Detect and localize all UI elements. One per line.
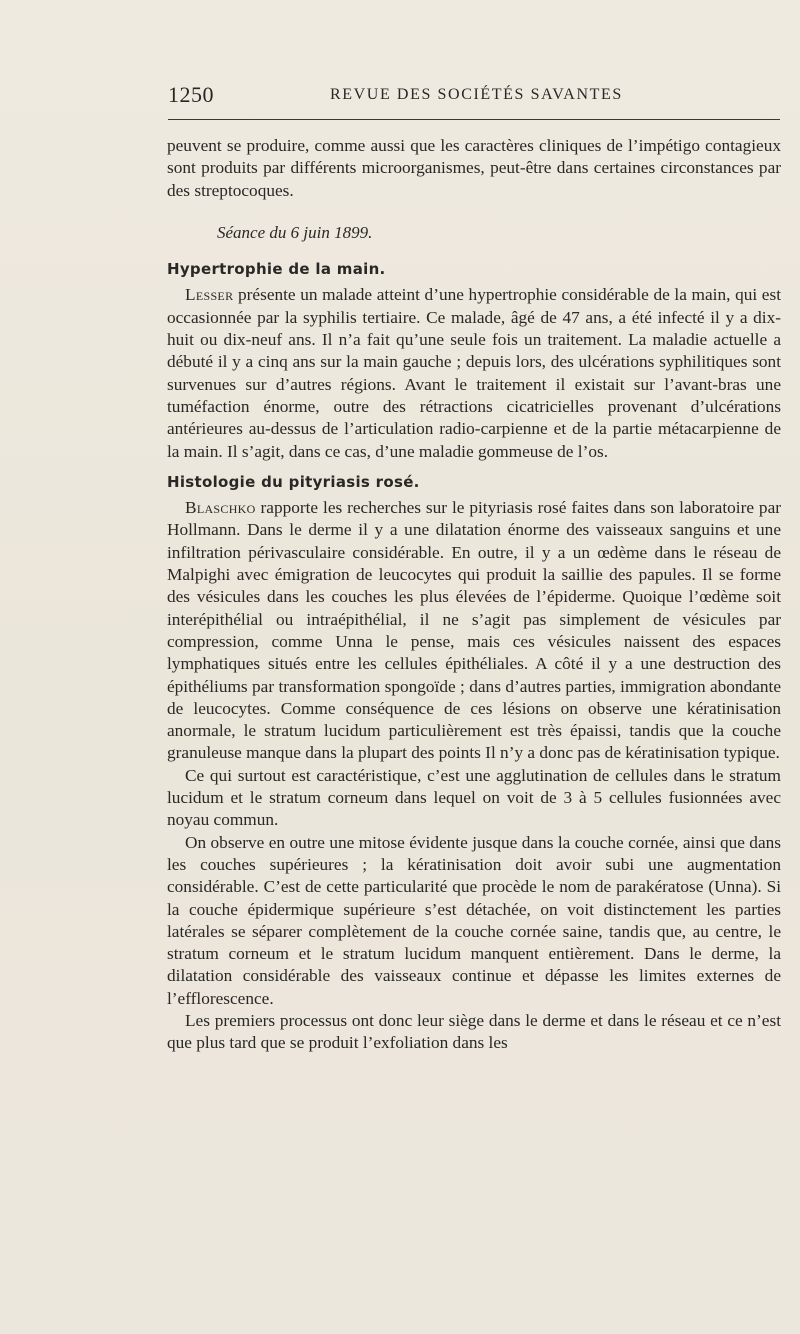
journal-title: REVUE DES SOCIÉTÉS SAVANTES bbox=[330, 86, 623, 103]
section2-paragraph-1 bbox=[167, 497, 781, 765]
paragraph-text: présente un malade atteint d’une hypertrophie considérable de la main, qui est occasionnée par la syphilis tertiaire. Ce malade, âgé de 47 ans, a été infecté il y a dix-huit ou dix-neuf ans. Il n’a fait qu’une seule fois un traitement. La maladie actuelle a débuté il y a cinq ans sur la main gauche ; depuis lors, des ulcérations syphilitiques sont survenues sur d’autres régions. Avant le traitement il existait sur l’avant-bras une tuméfaction énorme, outre des rétractions cicatricielles provenant d’ulcérations antérieures au-dessus de l’articulation radio-carpienne et de la partie métacarpienne de la main. Il s’agit, dans ce cas, d’une maladie gommeuse de l’os. bbox=[167, 285, 781, 461]
author-name: Blaschko bbox=[185, 498, 256, 518]
body-text bbox=[167, 135, 781, 1055]
section1-paragraph bbox=[167, 284, 781, 462]
header-rule bbox=[168, 119, 780, 120]
section2-paragraph-3: On observe en outre une mitose évidente jusque dans la couche cornée, ainsi que dans les couches supérieures ; la kératinisation doit avoir subi une augmentation considérable. C’est de cette particularité que procède le nom de parakératose (Unna). Si la couche épidermique supérieure s’est détachée, on voit distinctement les parties latérales se séparer complètement de la couche cornée saine, tandis que, au centre, le stratum corneum et le stratum lucidum manquent entièrement. Dans le derme, la dilatation considérable des vaisseaux continue et dépasse les limites externes de l’efflorescence. bbox=[167, 832, 781, 1008]
seance-date: Séance du 6 juin 1899. bbox=[217, 222, 373, 242]
section2-paragraph-2: Ce qui surtout est caractéristique, c’est une agglutination de cellules dans le stratum lucidum et le stratum corneum dans lequel on voit de 3 à 5 cellules fusionnées avec noyau commun. bbox=[167, 765, 781, 830]
page-number: 1250 bbox=[168, 82, 214, 107]
section-heading-histologie: Histologie du pityriasis rosé. bbox=[167, 472, 420, 491]
running-head bbox=[168, 82, 780, 112]
paragraph-text: rapporte les recherches sur le pityriasis rosé faites dans son laboratoire par Hollmann. Dans le derme il y a une dilatation énorme des vaisseaux sanguins et une infiltration périvasculaire considérable. En outre, il y a un œdème dans le réseau de Malpighi avec émigration de leucocytes qui produit la saillie des papules. Il se forme des vésicules dans les couches les plus élevées de l’épiderme. Quoique l’œdème soit interépithélial ou intraépithélial, il ne s’agit pas simplement de vésicules par compression, comme Unna le pense, mais ces vésicules naissent des espaces lymphatiques situés entre les cellules épithéliales. A côté il y a une destruction des épithéliums par transformation spongoïde ; dans d’autres parties, immigration abondante de leucocytes. Comme conséquence de ces lésions on observe une kératinisation anormale, le stratum lucidum particulièrement est très épaissi, tandis que la couche granuleuse manque dans la plupart des points Il n’y a donc pas de kératinisation typique. bbox=[167, 498, 781, 763]
author-name: Lesser bbox=[185, 285, 234, 305]
section2-paragraph-4: Les premiers processus ont donc leur siège dans le derme et dans le réseau et ce n’est que plus tard que se produit l’exfoliation dans les bbox=[167, 1010, 781, 1053]
section-heading-hypertrophie: Hypertrophie de la main. bbox=[167, 260, 386, 279]
intro-paragraph: peuvent se produire, comme aussi que les caractères cliniques de l’impétigo contagieux sont produits par différents microorganismes, peut-être dans certaines circonstances par des streptocoques. bbox=[167, 136, 781, 200]
